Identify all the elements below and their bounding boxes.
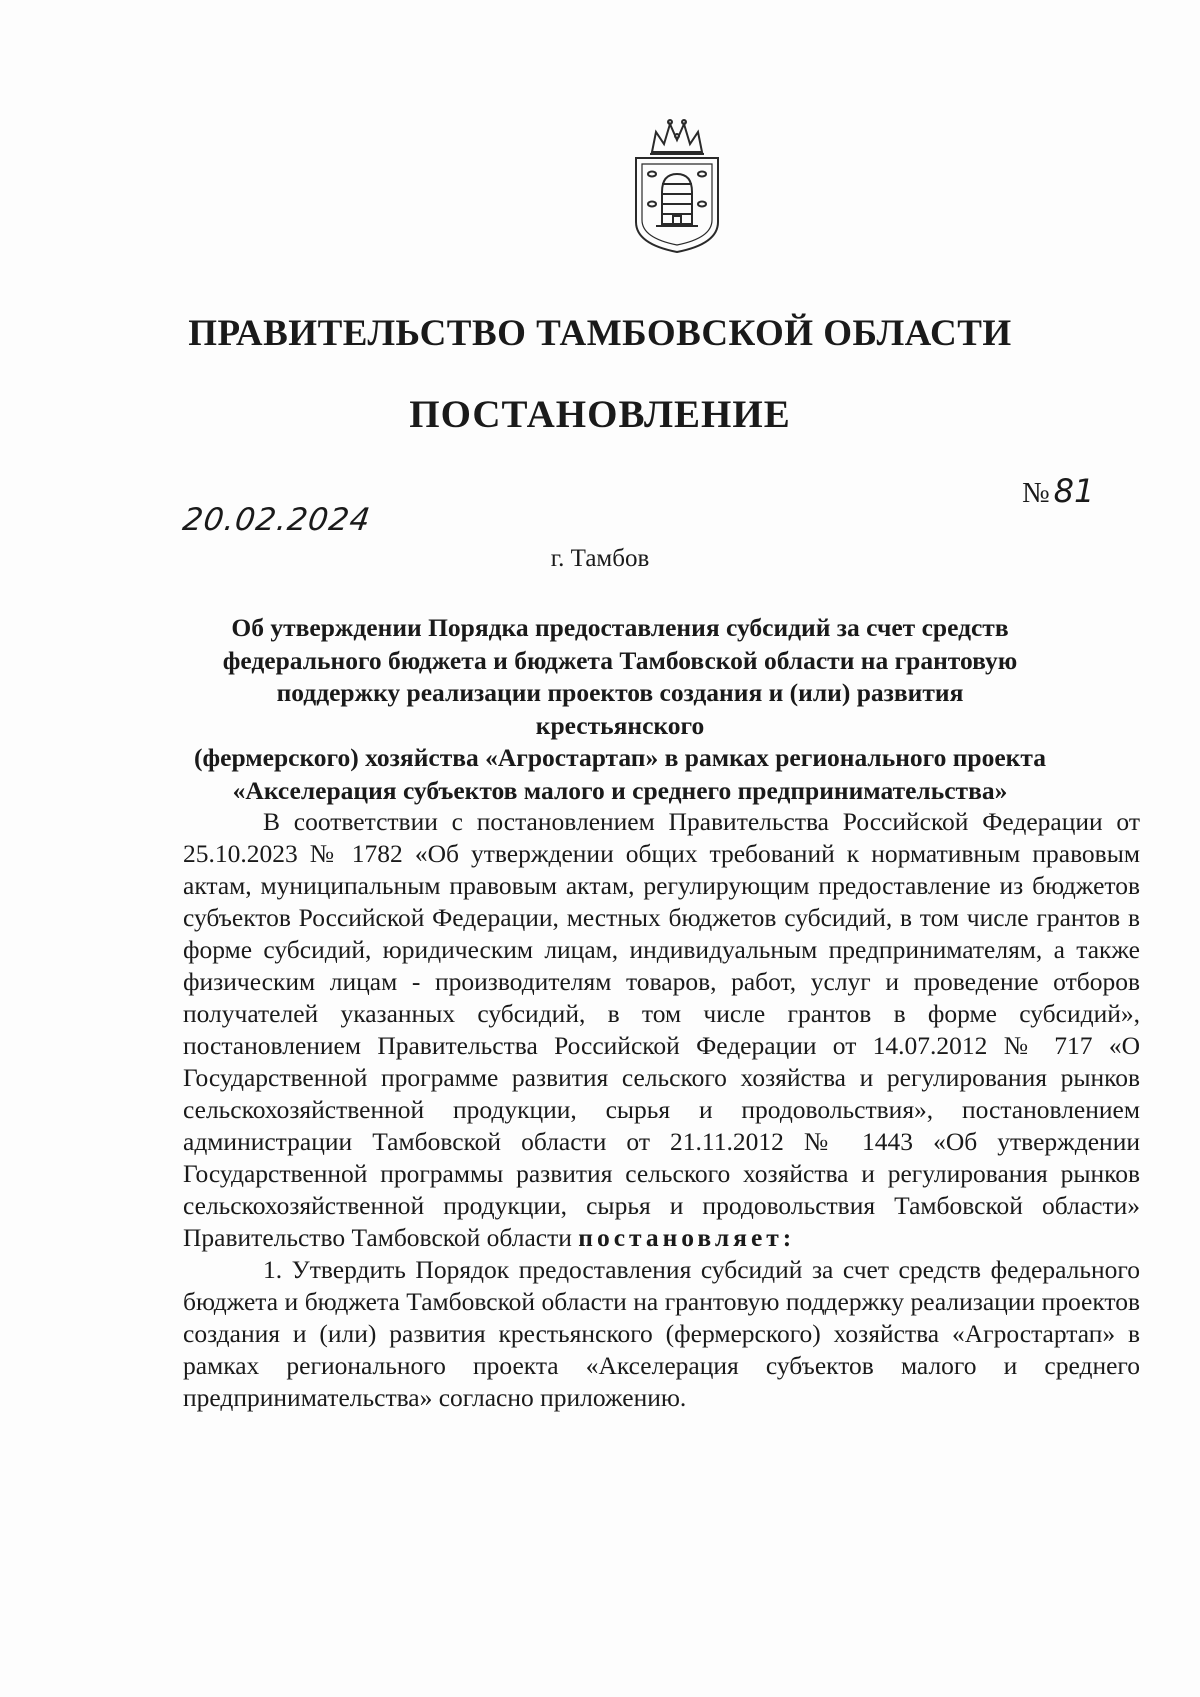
- heading-line: поддержку реализации проектов создания и (или) развития крестьянского: [276, 678, 964, 740]
- decree-word: постановляет:: [578, 1223, 796, 1252]
- heading-line: (фермерского) хозяйства «Агростартап» в рамках регионального проекта: [194, 743, 1046, 772]
- heading-line: федерального бюджета и бюджета Тамбовской области на грантовую: [222, 645, 1018, 675]
- item-1-paragraph: 1. Утвердить Порядок предоставления субсидий за счет средств федерального бюджета и бюджета Тамбовской области на грантовую поддержку реализации проектов создания и (или) развития крестьянского (фермерского) хозяйства «Агростартап» в рамках регионального проекта «Акселерация субъектов малого и среднего предпринимательства» согласно приложению.: [183, 1255, 1140, 1412]
- preamble-text: В соответствии с постановлением Правительства Российской Федерации от 25.10.2023 № 1782 «Об утверждении общих требований к нормативным правовым актам, муниципальным правовым актам, регулирующим предоставление из бюджетов субъектов Российской Федерации, местных бюджетов субсидий, в том числе грантов в форме субсидий, юридическим лицам, индивидуальным предпринимателям, а также физическим лицам - производителям товаров, работ, услуг и проведение отборов получателей указанных субсидий, в том числе грантов в форме субсидий», постановлением Правительства Российской Федерации от 14.07.2012 № 717 «О Государственной программе развития сельского хозяйства и регулирования рынков сельскохозяйственной продукции, сырья и продовольствия», постановлением администрации Тамбовской области от 21.11.2012 № 1443 «Об утверждении Государственной программы развития сельского хозяйства и регулирования рынков сельскохозяйственной продукции, сырья и продовольствия Тамбовской области» Правительство Тамбовской области: [183, 807, 1140, 1252]
- preamble-paragraph: [183, 806, 1140, 1254]
- document-body: [183, 806, 1140, 1414]
- city-name: г. Тамбов: [550, 545, 650, 572]
- government-title: ПРАВИТЕЛЬСТВО ТАМБОВСКОЙ ОБЛАСТИ: [188, 313, 1012, 354]
- document-type: ПОСТАНОВЛЕНИЕ: [409, 393, 791, 436]
- number-label: №: [1022, 477, 1050, 509]
- document-heading: [190, 612, 1050, 807]
- coat-of-arms-icon: [622, 112, 732, 254]
- number-value: 81: [1053, 472, 1095, 510]
- document-date: 20.02.2024: [180, 502, 374, 538]
- document-number: [1022, 472, 1094, 510]
- heading-line: Об утверждении Порядка предоставления субсидий за счет средств: [231, 613, 1009, 642]
- heading-line: «Акселерация субъектов малого и среднего предпринимательства»: [232, 775, 1008, 805]
